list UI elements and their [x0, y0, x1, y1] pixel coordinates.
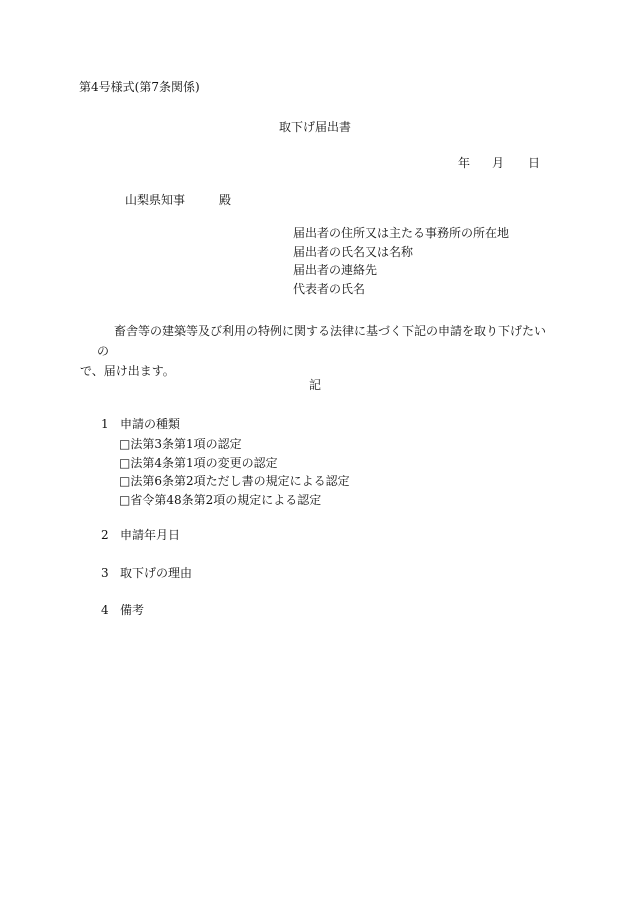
applicant-contact-label: 届出者の連絡先	[293, 263, 378, 278]
body-text	[80, 321, 557, 381]
item-label: 備考	[120, 603, 145, 617]
item-withdrawal-reason	[101, 566, 192, 580]
ki-mark: 記	[308, 378, 321, 392]
body-text-line-1	[97, 321, 557, 361]
addressee-honorific: 殿	[219, 193, 232, 207]
addressee-name: 山梨県知事	[125, 193, 186, 207]
option-article3-approval[interactable]: □法第3条第1項の認定	[119, 437, 242, 451]
item-number: 2	[101, 528, 109, 542]
item-application-type	[101, 417, 180, 431]
applicant-name-label: 届出者の氏名又は名称	[293, 244, 414, 259]
applicant-block	[293, 224, 509, 299]
item-application-date	[101, 528, 180, 542]
body-text-line-1-content: 畜舎等の建築等及び利用の特例に関する法律に基づく下記の申請を取り下げたいの	[97, 324, 547, 358]
applicant-address-label: 届出者の住所又は主たる事務所の所在地	[293, 226, 510, 240]
item-number: 4	[101, 603, 109, 617]
item-label: 申請の種類	[120, 417, 181, 431]
document-title: 取下げ届出書	[278, 120, 351, 134]
date-month-label: 月	[492, 156, 505, 170]
item-remarks	[101, 603, 144, 617]
body-text-line-2: で、届け出ます。	[80, 364, 175, 378]
representative-name-label: 代表者の氏名	[293, 282, 366, 297]
date-day-label: 日	[528, 156, 541, 170]
item-label: 取下げの理由	[120, 566, 193, 580]
date-line	[458, 156, 540, 170]
item-number: 1	[101, 417, 109, 431]
date-year-label: 年	[458, 156, 471, 170]
application-type-options	[119, 435, 350, 509]
item-number: 3	[101, 566, 109, 580]
option-ordinance48-approval[interactable]: □省令第48条第2項の規定による認定	[119, 492, 322, 507]
option-article4-change-approval[interactable]: □法第4条第1項の変更の認定	[119, 455, 278, 470]
item-label: 申請年月日	[120, 528, 181, 542]
form-number: 第4号様式(第7条関係)	[79, 80, 200, 94]
option-article6-proviso-approval[interactable]: □法第6条第2項ただし書の規定による認定	[119, 474, 350, 489]
